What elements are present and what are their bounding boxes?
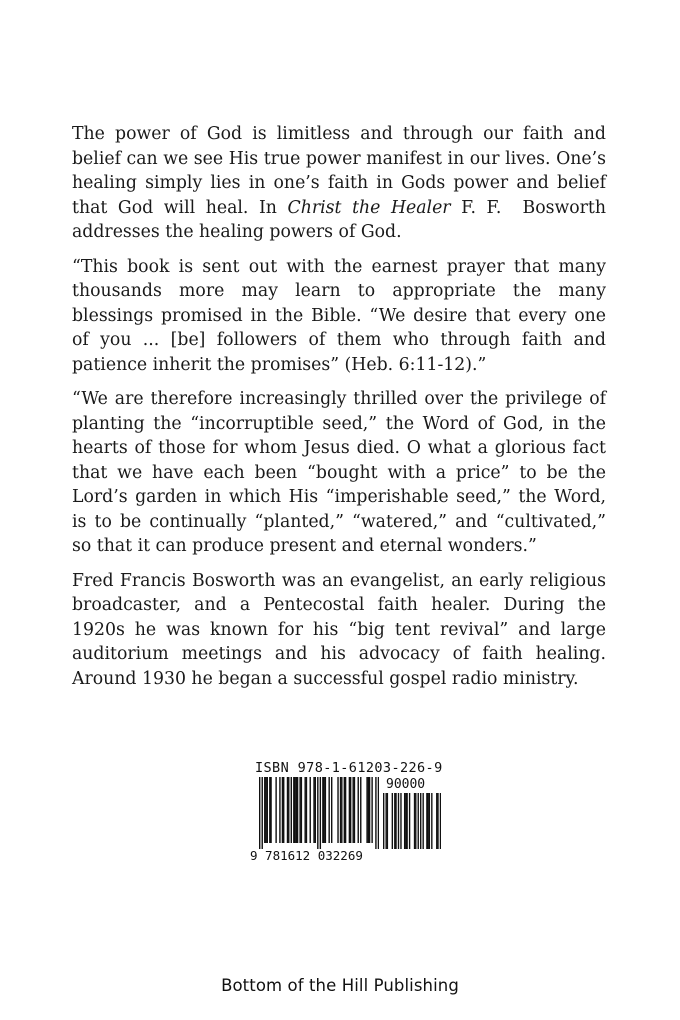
barcode-bar: [317, 777, 318, 849]
barcode-addon-bar: [406, 793, 407, 849]
barcode-addon-bar: [414, 793, 415, 849]
barcode-bar: [306, 777, 307, 843]
barcode-bar: [291, 777, 292, 843]
barcode-addon-bar: [392, 793, 393, 849]
barcode-bar: [341, 777, 342, 843]
barcode-addon-bar: [431, 793, 432, 849]
barcode-bar: [267, 777, 268, 843]
barcode-addon-bar: [409, 793, 410, 849]
barcode-bar: [368, 777, 369, 843]
barcode-bar: [350, 777, 351, 843]
isbn-label: ISBN 978-1-61203-226-9: [255, 760, 443, 776]
barcode-bar: [358, 777, 359, 843]
barcode-digits: 9 781612 032269: [250, 848, 363, 863]
barcode-addon-bar: [398, 793, 399, 849]
barcode-bar: [345, 777, 346, 843]
blurb-text: [72, 122, 606, 691]
barcode-bar: [340, 777, 341, 843]
barcode-bar: [349, 777, 350, 843]
book-title: Christ the Healer: [287, 197, 451, 218]
barcode-bar: [320, 777, 321, 849]
barcode-bar: [378, 777, 379, 849]
barcode-addon-bar: [400, 793, 401, 849]
barcode-addon-bar: [422, 793, 423, 849]
blurb-paragraph-4: Fred Francis Bosworth was an evangelist, an early religious broadcaster, and a Pentecostal faith healer. During the 1920s he was known for his “big tent revival” and large auditorium meetings and his advocacy of faith healing. Around 1930 he began a successful gospel radio ministry.: [72, 570, 606, 689]
barcode-bars: [259, 777, 379, 849]
barcode-bar: [366, 777, 367, 843]
barcode-bar: [265, 777, 266, 843]
barcode-bar: [269, 777, 270, 843]
barcode-bar: [354, 777, 355, 843]
blurb-paragraph-1: The power of God is limitless and through our faith and belief can we see His true power manifest in our lives. One’s healing simply lies in one’s faith in Gods power and belief that God will heal. In Christ the Healer F. F. Bosworth addresses the healing powers of God.: [72, 124, 606, 242]
barcode-bar: [262, 777, 263, 849]
barcode-bar: [282, 777, 283, 843]
barcode-bar: [299, 777, 300, 843]
barcode-bar: [323, 777, 324, 843]
barcode-addon-bar: [436, 793, 437, 849]
barcode-bar: [375, 777, 376, 849]
barcode-bar: [279, 777, 280, 843]
barcode-addon-bar: [427, 793, 428, 849]
barcode-addon-bar: [437, 793, 438, 849]
barcode-bar: [264, 777, 265, 843]
blurb-paragraph-2: “This book is sent out with the earnest prayer that many thousands more may learn to appropriate the many blessings promised in the Bible. “We desire that every one of you ... [be] followers of them who through faith and patience inherit the promises” (Heb. 6:11-12).”: [72, 256, 606, 375]
barcode-bar: [275, 777, 276, 843]
barcode-bar: [293, 777, 294, 843]
barcode-addon-bar: [420, 793, 421, 849]
barcode-bar: [360, 777, 361, 843]
barcode-addon-bar: [429, 793, 430, 849]
barcode-addon-bar: [395, 793, 396, 849]
barcode-addon-bar: [426, 793, 427, 849]
barcode-addon-bar: [387, 793, 388, 849]
barcode-bar: [287, 777, 288, 843]
barcode-bar: [270, 777, 271, 843]
barcode-bar: [301, 777, 302, 843]
barcode-addon-bar: [418, 793, 419, 849]
barcode-bar: [325, 777, 326, 843]
barcode-bar: [259, 777, 260, 849]
barcode-addon-bar: [440, 793, 441, 849]
barcode-addon-bars: [383, 793, 441, 849]
barcode-addon-bar: [404, 793, 405, 849]
barcode-bar: [371, 777, 372, 843]
barcode-bar: [310, 777, 311, 843]
barcode-bar: [352, 777, 353, 843]
barcode-bar: [369, 777, 370, 843]
barcode-bar: [328, 777, 329, 843]
barcode-bar: [304, 777, 305, 843]
barcode-bar: [283, 777, 284, 843]
barcode-bar: [296, 777, 297, 843]
blurb-paragraph-3: “We are therefore increasingly thrilled over the privilege of planting the “incorruptible seed,” the Word of God, in the hearts of those for whom Jesus died. O what a glorious fact that we have each been “bought with a price” to be the Lord’s garden in which His “imperishable seed,” the Word, is to be continually “planted,” “watered,” and “cultivated,” so that it can produce present and eternal wonders.”: [72, 389, 606, 556]
barcode-bar: [297, 777, 298, 843]
barcode-addon-bar: [383, 793, 384, 849]
barcode-bar: [322, 777, 323, 843]
barcode-bar: [331, 777, 332, 843]
price-code: 90000: [386, 777, 426, 792]
publisher-name: Bottom of the Hill Publishing: [221, 976, 459, 995]
barcode-bar: [288, 777, 289, 843]
barcode-addon-bar: [405, 793, 406, 849]
barcode-addon-bar: [385, 793, 386, 849]
barcode-bar: [337, 777, 338, 843]
barcode-addon-bar: [415, 793, 416, 849]
barcode-bar: [344, 777, 345, 843]
barcode-bar: [294, 777, 295, 843]
barcode-bar: [313, 777, 314, 843]
barcode-addon-bar: [394, 793, 395, 849]
barcode-bar: [315, 777, 316, 843]
